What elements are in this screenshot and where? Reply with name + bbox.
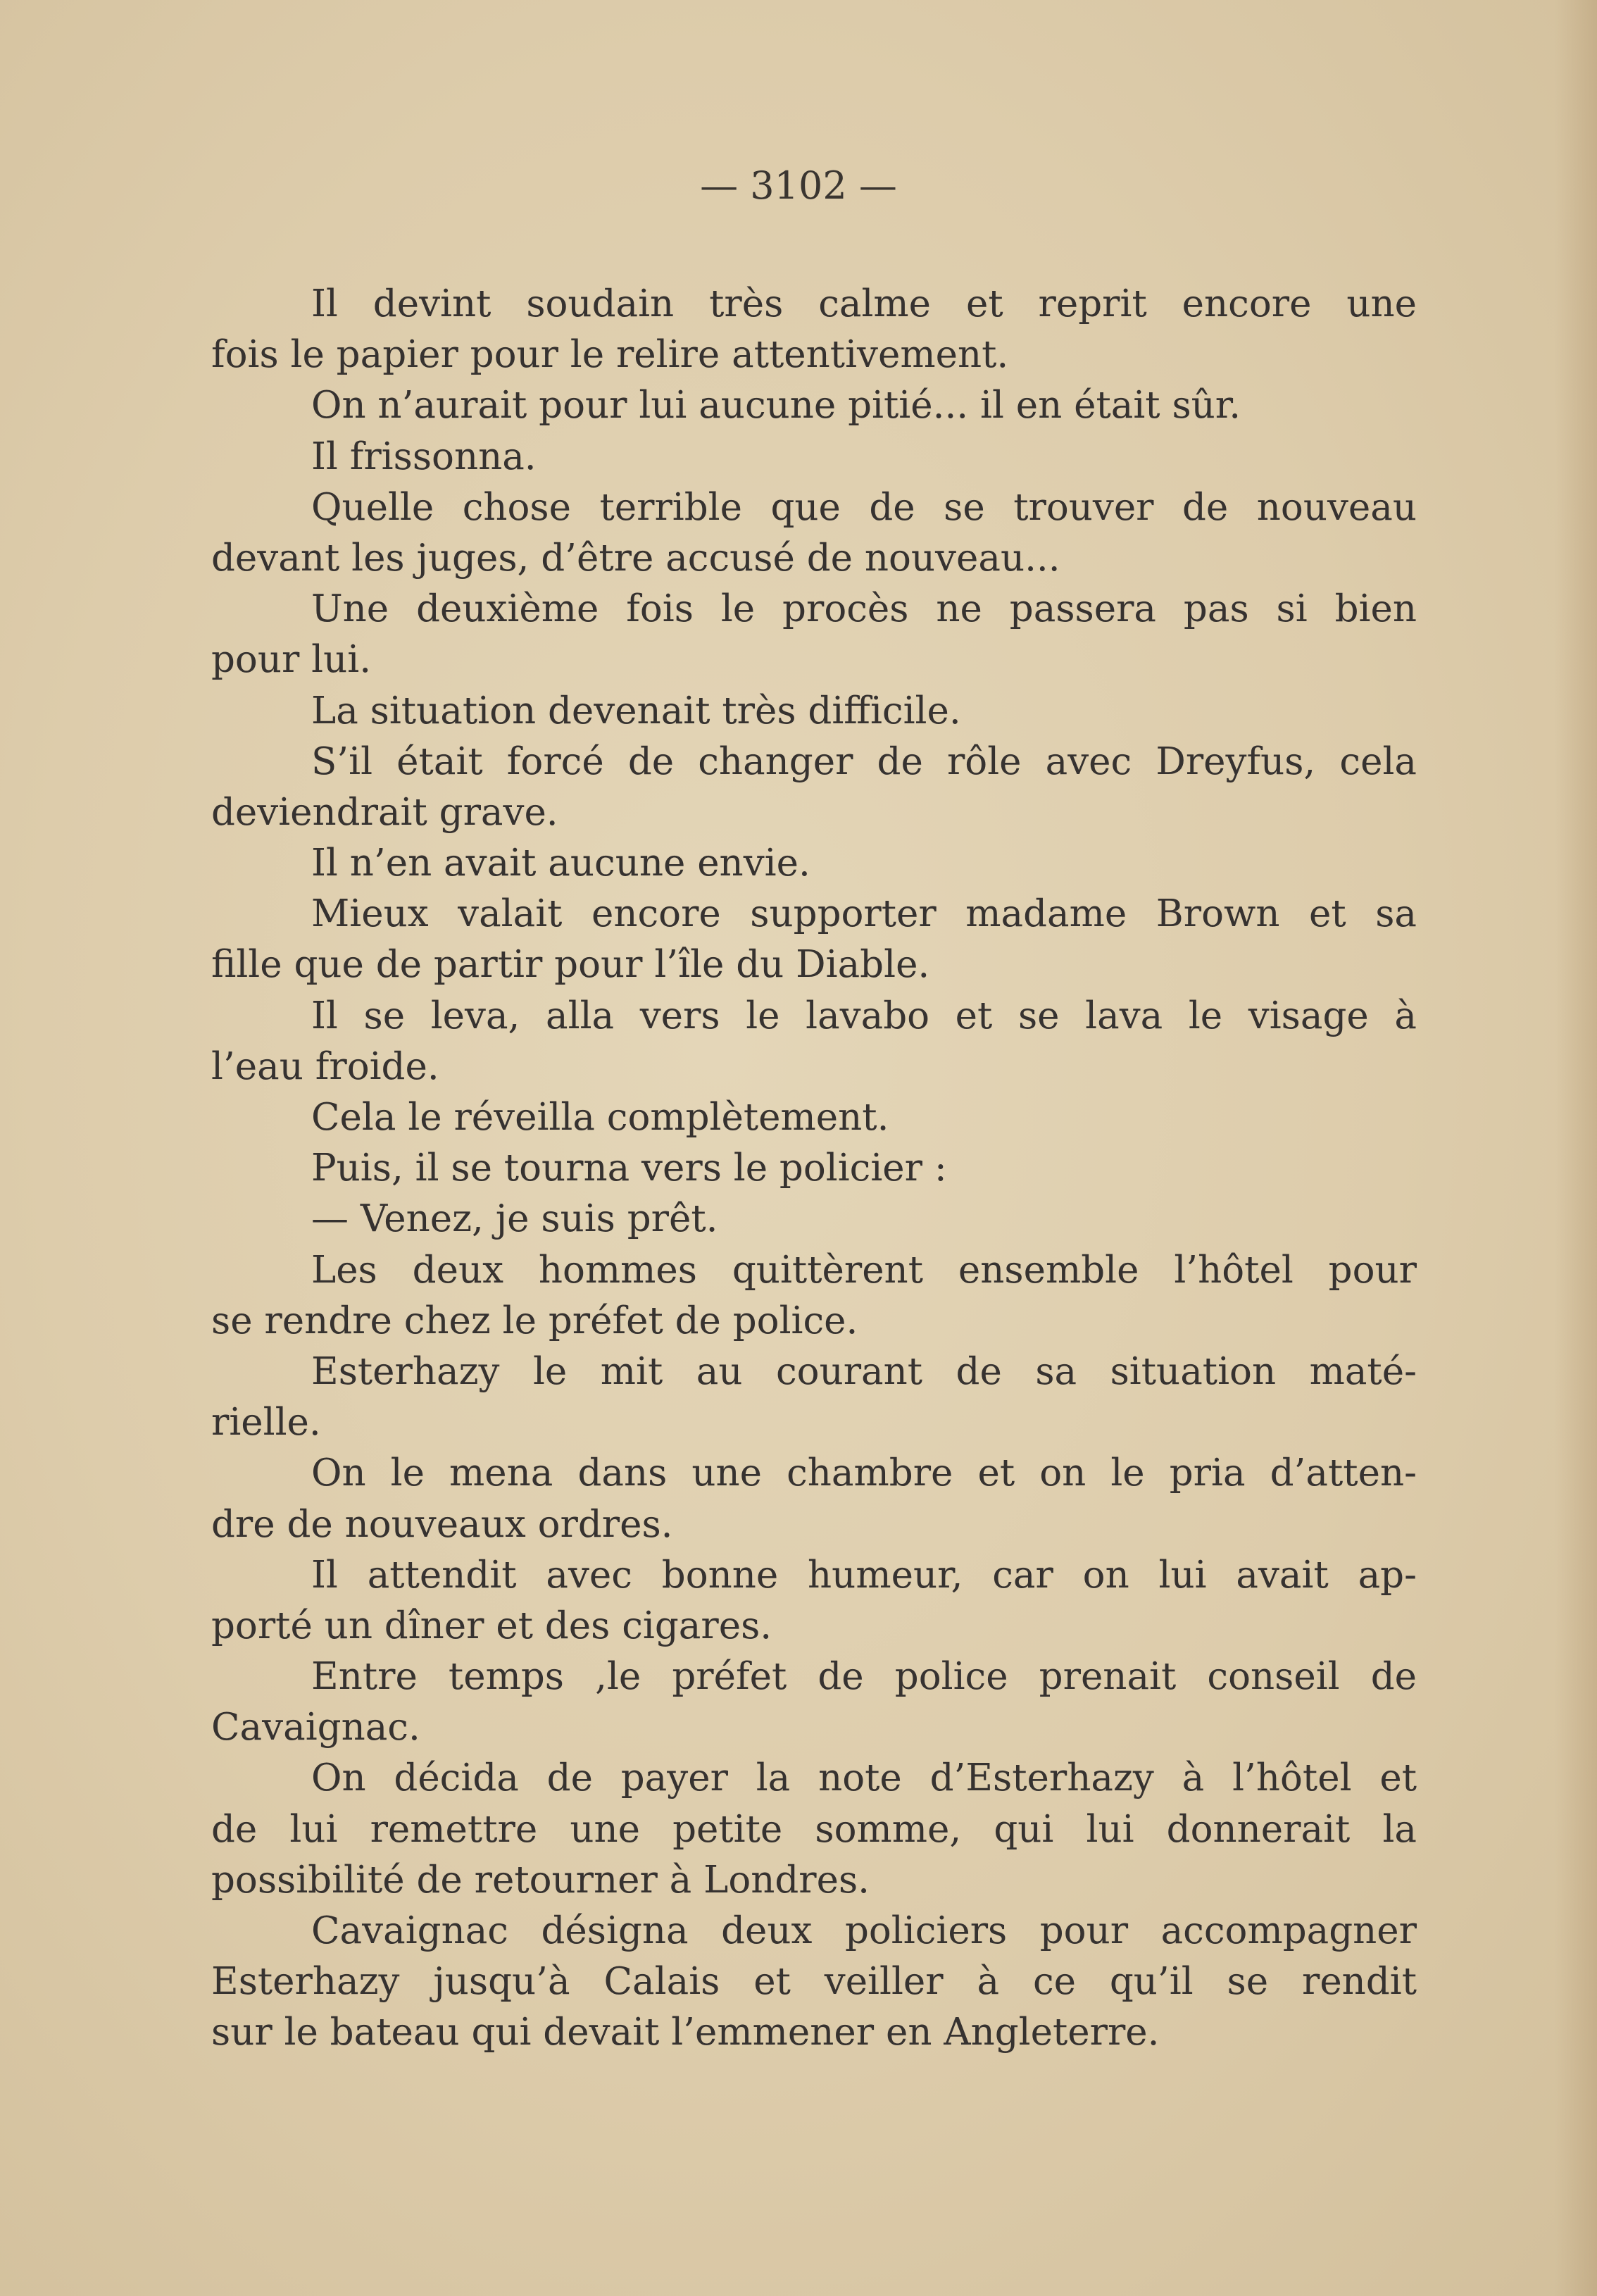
text-line: On le mena dans une chambre et on le pria d’atten-: [311, 1452, 1417, 1495]
text-line: porté un dîner et des cigares.: [211, 1604, 772, 1647]
text-line: Il n’en avait aucune envie.: [311, 842, 810, 885]
text-line: sur le bateau qui devait l’emmener en Angleterre.: [211, 2011, 1160, 2054]
text-line: rielle.: [211, 1401, 321, 1445]
text-line: Cela le réveilla complètement.: [311, 1096, 889, 1139]
body-text: [211, 279, 1417, 2059]
text-line: Entre temps ,le préfet de police prenait conseil de: [311, 1655, 1417, 1699]
text-line: Mieux valait encore supporter madame Brown et sa: [311, 892, 1417, 936]
text-line: fois le papier pour le relire attentivement.: [211, 333, 1009, 377]
text-line: pour lui.: [211, 638, 372, 682]
text-line: Esterhazy jusqu’à Calais et veiller à ce qu’il se rendit: [211, 1960, 1417, 2004]
text-line: Il se leva, alla vers le lavabo et se lava le visage à: [311, 994, 1417, 1037]
text-line: — Venez, je suis prêt.: [311, 1197, 718, 1241]
text-line: Il frissonna.: [311, 435, 537, 478]
text-line: possibilité de retourner à Londres.: [211, 1858, 870, 1902]
text-line: Quelle chose terrible que de se trouver de nouveau: [311, 485, 1417, 529]
text-line: dre de nouveaux ordres.: [211, 1502, 673, 1546]
text-line: Les deux hommes quittèrent ensemble l’hôtel pour: [311, 1248, 1417, 1292]
text-line: Cavaignac.: [211, 1706, 420, 1749]
text-line: La situation devenait très difficile.: [311, 689, 961, 732]
text-line: devant les juges, d’être accusé de nouveau...: [211, 536, 1060, 580]
text-line: fille que de partir pour l’île du Diable.: [211, 943, 930, 987]
text-line: Il devint soudain très calme et reprit encore une: [311, 282, 1417, 325]
text-line: de lui remettre une petite somme, qui lui donnerait la: [211, 1807, 1417, 1851]
text-line: l’eau froide.: [211, 1044, 439, 1088]
page-number: — 3102 —: [700, 163, 897, 208]
text-line: Une deuxième fois le procès ne passera pas si bien: [311, 587, 1417, 631]
text-line: On n’aurait pour lui aucune pitié... il en était sûr.: [311, 384, 1241, 428]
text-line: Il attendit avec bonne humeur, car on lui avait ap-: [311, 1553, 1417, 1597]
text-line: se rendre chez le préfet de police.: [211, 1299, 858, 1342]
text-line: Esterhazy le mit au courant de sa situation maté-: [311, 1349, 1417, 1393]
page-edge-shadow: [1555, 0, 1597, 2296]
text-line: Puis, il se tourna vers le policier :: [311, 1147, 947, 1190]
text-line: deviendrait grave.: [211, 790, 558, 834]
text-line: Cavaignac désigna deux policiers pour accompagner: [311, 1909, 1417, 1952]
text-line: On décida de payer la note d’Esterhazy à l’hôtel et: [311, 1757, 1417, 1800]
text-line: S’il était forcé de changer de rôle avec Dreyfus, cela: [311, 740, 1417, 783]
